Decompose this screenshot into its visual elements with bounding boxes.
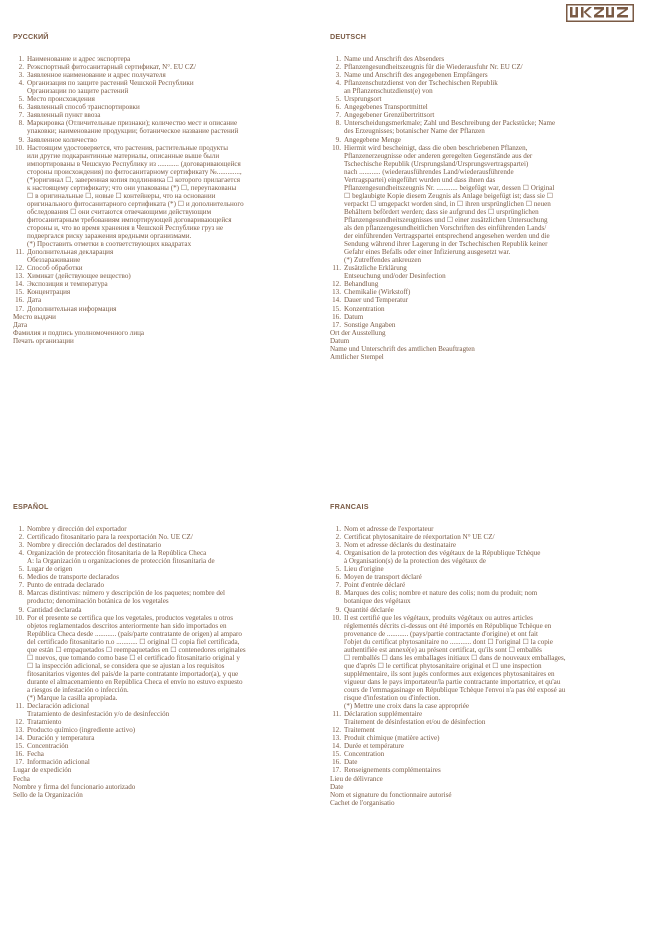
field-label: Angegebenes Transportmittel [344,103,428,112]
field-number: 15. [332,750,341,759]
field-number: 14. [332,742,341,751]
field-label: Дополнительная декларация Обеззараживание [27,248,114,265]
field-item [13,144,321,249]
field-label: Punto de entrada declarado [27,581,105,590]
field-item [330,710,638,726]
signature-line: Фамилия и подпись уполномоченного лица [13,328,145,337]
field-item [13,581,321,589]
field-label: Заявленный пункт ввоза [27,111,101,120]
field-number: 5. [335,565,341,574]
field-item [330,296,638,304]
field-number: 15. [15,288,24,297]
field-number: 15. [15,742,24,751]
field-number: 4. [335,549,341,558]
section-title: FRANCAIS [330,502,369,511]
field-label: Экспозиция и температура [27,280,108,289]
field-number: 10. [332,613,341,622]
signature-block [330,775,638,807]
field-number: 13. [332,734,341,743]
field-item [13,718,321,726]
field-item [13,734,321,742]
field-label: Nom et adresse déclarés du destinataire [344,541,457,550]
signature-line: Печать организации [13,336,74,345]
field-label: Дата [27,296,42,305]
field-item [330,614,638,711]
field-label: Konzentration [344,304,385,313]
signature-line: Ort der Ausstellung [330,328,386,337]
field-number: 14. [332,296,341,305]
field-number: 3. [18,541,24,550]
field-number: 6. [335,573,341,582]
field-label: Renseignements complémentaires [344,766,441,775]
field-number: 11. [15,248,24,257]
field-number: 2. [18,533,24,542]
field-item [13,71,321,79]
field-label: Datum [344,312,364,321]
field-label: Información adicional [27,758,90,767]
field-label: Организация по защите растений Чешской Республики Организации по защите растений [27,79,194,96]
field-label: Nombre y dirección declarados del destinatario [27,541,162,550]
field-item [330,144,638,265]
field-label: Способ обработки [27,264,83,273]
field-item [330,280,638,288]
field-label: Tratamiento [27,718,62,727]
field-label: Point d'entrée déclaré [344,581,406,590]
field-number: 13. [15,726,24,735]
field-number: 3. [18,71,24,80]
field-item [330,742,638,750]
field-label: Medios de transporte declarados [27,573,119,582]
field-number: 4. [18,79,24,88]
field-item [13,565,321,573]
field-number: 7. [18,581,24,590]
field-item [13,264,321,272]
section-french [330,503,638,807]
field-label: Реэкспортный фитосанитарный сертификат, N°. EU CZ/ [27,63,196,72]
field-number: 3. [335,71,341,80]
field-item [330,581,638,589]
field-label: Sonstige Angaben [344,320,396,329]
field-item [13,726,321,734]
field-label: Заявленный способ транспортировки [27,103,140,112]
field-item [13,305,321,313]
field-number: 1. [18,525,24,534]
field-label: Duración y temperatura [27,734,95,743]
field-number: 10. [332,143,341,152]
field-label: Nom et adresse de l'exportateur [344,525,434,534]
field-number: 2. [335,63,341,72]
field-label: Organización de protección fitosanitaria de la República Checa A: la Organización u organizaciones de protección fitosanitaria de [27,549,215,566]
field-number: 5. [335,95,341,104]
field-item [13,549,321,565]
field-label: Hiermit wird bescheinigt, dass die oben beschriebenen Pflanzen, Pflanzenerzeugnisse oder anderen geregelten Gegenstände aus der Tschechische Republik (Ursprungsland/Ursprungsvertragspartei) nach ............ (wiederausführendes Land/wiederausführende Vertragspartei) eingeführt wurden und dass ihnen das Pflanzengesundheitszeugnis Nr. ............ beigefügt war, dessen ☐ Original ☐ beglaubigte Kopie diesem Zeugnis als Anlage beigefügt ist; dass sie ☐ verpackt ☐ umgepackt worden sind, in ☐ ihren ursprünglichen ☐ neuen Behältern befördert werden; dass sie aufgrund des ☐ ursprünglichen Pflanzengesundheitszeugnisses und ☐ einer zusätzlichen Untersuchung als den pflanzengesundheitlichen Vorschriften des einführenden Lands/ der einführenden Vertragspartei entsprechend angesehen werden und die Sendung während ihrer Lagerung in der Tschechischen Republik keiner Gefahr eines Befalls oder einer Infizierung ausgesetzt war. (*) Zutreffendes ankreuzen [344,143,555,265]
field-number: 5. [18,95,24,104]
signature-block [330,329,638,361]
field-number: 13. [15,272,24,281]
field-item [13,541,321,549]
field-label: Il est certifié que les végétaux, produits végétaux ou autres articles réglementés décrits ci-dessus ont été importés en République Tchèque en provenance de ............ (pays/partie contractante d'origine) et ont fait l'objet du certificat phytosanitaire no ............ dont ☐ l'original ☐ la copie authentifiée est annexé(e) au présent certificat, qu'ils sont ☐ emballés ☐ remballés ☐ dans les emballages initiaux ☐ dans de nouveaux emballages, que d'après ☐ le certificat phytosanitaire original et ☐ une inspection supplémentaire, ils sont jugés conformes aux exigences phytosanitaires en vigueur dans le pays importateur/la partie contractante importatrice, et qu'au cours de l'emmagasinage en République Tchèque l'envoi n'a pas été exposé au risque d'infestation ou d'infection. (*) Mettre une croix dans la case appropriée [344,613,566,711]
section-spanish [13,503,321,799]
field-item [13,136,321,144]
field-label: Zusätzliche Erklärung Entseuchung und/oder Desinfection [344,264,446,281]
field-number: 7. [18,111,24,120]
field-item [13,750,321,758]
field-label: Déclaration supplémentaire Traitement de désinfestation et/ou de désinfection [344,710,486,727]
field-label: Наименование и адрес экспортера [27,55,131,64]
signature-line: Cachet de l'organisatio [330,798,395,807]
field-list [13,525,321,766]
field-number: 7. [335,111,341,120]
field-number: 9. [335,135,341,144]
field-label: Name und Anschrift des Absenders [344,55,445,64]
field-label: Химикат (действующее вещество) [27,272,131,281]
field-label: Marques des colis; nombre et nature des colis; nom du produit; nom botanique des végétaux [344,589,538,606]
field-label: Produit chimique (matière active) [344,734,440,743]
field-number: 6. [18,573,24,582]
signature-line: Место выдачи [13,312,56,321]
field-item [13,55,321,63]
field-number: 5. [18,565,24,574]
field-item [330,95,638,103]
field-item [330,111,638,119]
field-item [330,589,638,605]
field-number: 9. [18,605,24,614]
field-label: Organisation de la protection des végétaux de la République Tchèque à Organisation(s) de la protection des végétaux de [344,549,541,566]
field-number: 10. [15,143,24,152]
signature-line: Nom et signature du fonctionnaire autorisé [330,790,452,799]
field-number: 1. [335,525,341,534]
field-label: Концентрация [27,288,71,297]
signature-block [13,766,321,798]
field-label: Fecha [27,750,44,759]
field-item [13,111,321,119]
field-item [330,758,638,766]
field-label: Behandlung [344,280,379,289]
field-item [330,766,638,774]
field-number: 16. [15,296,24,305]
field-label: Unterscheidungsmerkmale; Zahl und Beschreibung der Packstücke; Name des Erzeugnisses; botanischer Name der Pflanzen [344,119,556,136]
field-number: 4. [335,79,341,88]
field-label: Concentration [344,750,385,759]
field-item [13,702,321,718]
field-number: 2. [335,533,341,542]
field-list [330,525,638,774]
field-item [13,573,321,581]
signature-line: Lieu de délivrance [330,774,383,783]
field-item [330,136,638,144]
field-label: Certificat phytosanitaire de réexportation N° UE CZ/ [344,533,495,542]
field-item [13,758,321,766]
field-number: 12. [15,718,24,727]
field-number: 9. [335,605,341,614]
field-label: Date [344,758,358,767]
ukzuz-logo-mark [566,4,634,22]
field-item [330,734,638,742]
field-number: 16. [332,312,341,321]
field-item [13,248,321,264]
field-number: 13. [332,288,341,297]
field-number: 8. [335,589,341,598]
field-number: 3. [335,541,341,550]
field-item [330,525,638,533]
field-item [330,55,638,63]
field-number: 1. [18,55,24,64]
field-item [13,296,321,304]
field-label: Moyen de transport déclaré [344,573,422,582]
field-label: Cantidad declarada [27,605,82,614]
field-label: Concentración [27,742,69,751]
field-number: 10. [15,613,24,622]
field-item [330,305,638,313]
field-item [330,313,638,321]
field-item [330,533,638,541]
field-number: 14. [15,734,24,743]
field-item [13,533,321,541]
field-label: Pflanzenschutzdienst von der Tschechischen Republik an Pflanzenschutzdienst(e) von [344,79,498,96]
field-label: Место происхождения [27,95,95,104]
signature-line: Amtlicher Stempel [330,352,384,361]
field-number: 17. [332,766,341,775]
field-item [13,606,321,614]
signature-line: Name und Unterschrift des amtlichen Beauftragten [330,344,475,353]
field-label: Дополнительная информация [27,304,117,313]
signature-line: Nombre y firma del funcionario autorizado [13,782,136,791]
field-number: 12. [332,726,341,735]
field-item [13,614,321,703]
field-number: 17. [332,320,341,329]
field-number: 12. [15,264,24,273]
field-number: 8. [18,119,24,128]
field-item [330,549,638,565]
field-number: 8. [335,119,341,128]
signature-line: Lugar de expedición [13,766,72,775]
section-title: DEUTSCH [330,32,367,41]
field-item [13,288,321,296]
field-label: Producto químico (ingrediente activo) [27,726,136,735]
field-label: Angegebene Menge [344,135,401,144]
field-label: Заявленное количество [27,135,97,144]
field-label: Quantité déclarée [344,605,394,614]
field-number: 2. [18,63,24,72]
field-item [13,63,321,71]
field-item [13,280,321,288]
field-label: Chemikalie (Wirkstoff) [344,288,411,297]
field-number: 14. [15,280,24,289]
field-number: 11. [332,710,341,719]
field-item [330,541,638,549]
field-item [13,95,321,103]
field-number: 12. [332,280,341,289]
field-number: 6. [335,103,341,112]
field-item [330,573,638,581]
signature-line: Дата [13,320,28,329]
field-item [330,288,638,296]
field-number: 1. [335,55,341,64]
field-number: 17. [15,304,24,313]
signature-block [13,313,321,345]
field-number: 8. [18,589,24,598]
section-german [330,33,638,361]
field-item [13,119,321,135]
field-item [330,79,638,95]
signature-line: Date [330,782,344,791]
field-label: Declaración adicional Tratamiento de desinfestación y/o de desinfección [27,702,170,719]
field-number: 15. [332,304,341,313]
field-label: Lugar de origen [27,565,73,574]
field-list [13,55,321,313]
signature-line: Sello de la Organización [13,790,83,799]
field-item [330,750,638,758]
field-label: Настоящим удостоверяется, что растения, растительные продукты или другие подкарантинные материалы, описанные выше были импортированы в Чешскую Республику из ............ (договаривающейся стороны происхождения) по фитосанитарному сертификату №............., (*)оригинал ☐, заверенная копия подлинника ☐ которого прилагается к настоящему сертификату; что они упакованы (*) ☐, переупакованы ☐ в оригинальные ☐, новые ☐ контейнеры, что на основании оригинального фитосанитарного сертификата (*) ☐ и дополнительного обследования ☐ они считаются отвечающими действующим фитосанитарным требованиям импортирующей договаривающейся стороны и, что во время хранения в Чешской Республике груз не подвергался риску заражения вредными организмами. (*) Проставить отметки в соответствующих квадратах [27,143,244,249]
field-item [330,63,638,71]
field-label: Por el presente se certifica que los vegetales, productos vegetales u otros objetos reglamentados descritos anteriormente han sido importados en República Checa desde ............ (país/parte contratante de origen) al amparo del certificado fitosanitario n.o ............ ☐ original ☐ copia fiel certificada, que están ☐ empaquetados ☐ reempaquetados en ☐ contenedores originales ☐ nuevos, que tomando como base ☐ el certificado fitosanitario original y ☐ la inspección adicional, se considera que se ajustan a los requisitos fitosanitarios vigentes del país/de la parte contratante importador(a), y que durante el almacenamiento en República Checa el envío no estuvo expuesto a riesgos de infestación o infección. (*) Marque la casilla apropiada. [27,613,246,703]
field-item [330,119,638,135]
signature-line: Fecha [13,774,30,783]
ukzuz-logo [566,4,634,22]
field-item [13,742,321,750]
field-item [13,103,321,111]
field-item [330,103,638,111]
field-number: 9. [18,135,24,144]
field-label: Marcas distintivas: número y descripción de los paquetes; nombre del producto; denominación botánica de los vegetales [27,589,225,606]
field-label: Lieu d'origine [344,565,384,574]
field-item [330,726,638,734]
field-number: 6. [18,103,24,112]
field-number: 17. [15,758,24,767]
field-label: Traitement [344,726,375,735]
signature-line: Datum [330,336,350,345]
field-item [13,272,321,280]
field-label: Angegebener Grenzübertrittsort [344,111,435,120]
section-title: ESPAÑOL [13,502,49,511]
field-number: 11. [332,264,341,273]
field-item [330,321,638,329]
field-number: 7. [335,581,341,590]
field-label: Маркировка (Отличительные признаки); количество мест и описание упаковки; наименование продукции; ботаническое название растений [27,119,239,136]
field-label: Nombre y dirección del exportador [27,525,127,534]
field-number: 11. [15,702,24,711]
field-label: Certificado fitosanitario para la reexportación No. UE CZ/ [27,533,193,542]
field-item [330,565,638,573]
field-item [13,79,321,95]
section-title: РУССКИЙ [13,32,49,41]
field-number: 16. [15,750,24,759]
field-item [13,589,321,605]
field-label: Заявленное наименование и адрес получателя [27,71,166,80]
field-label: Pflanzengesundheitszeugnis für die Wiederausfuhr Nr. EU CZ/ [344,63,523,72]
field-label: Name und Anschrift des angegebenen Empfängers [344,71,488,80]
field-list [330,55,638,329]
field-item [330,606,638,614]
field-label: Durée et température [344,742,404,751]
field-label: Dauer und Temperatur [344,296,408,305]
section-russian [13,33,321,345]
field-label: Ursprungsort [344,95,382,104]
field-item [330,264,638,280]
field-item [330,71,638,79]
field-number: 4. [18,549,24,558]
field-number: 16. [332,758,341,767]
field-item [13,525,321,533]
